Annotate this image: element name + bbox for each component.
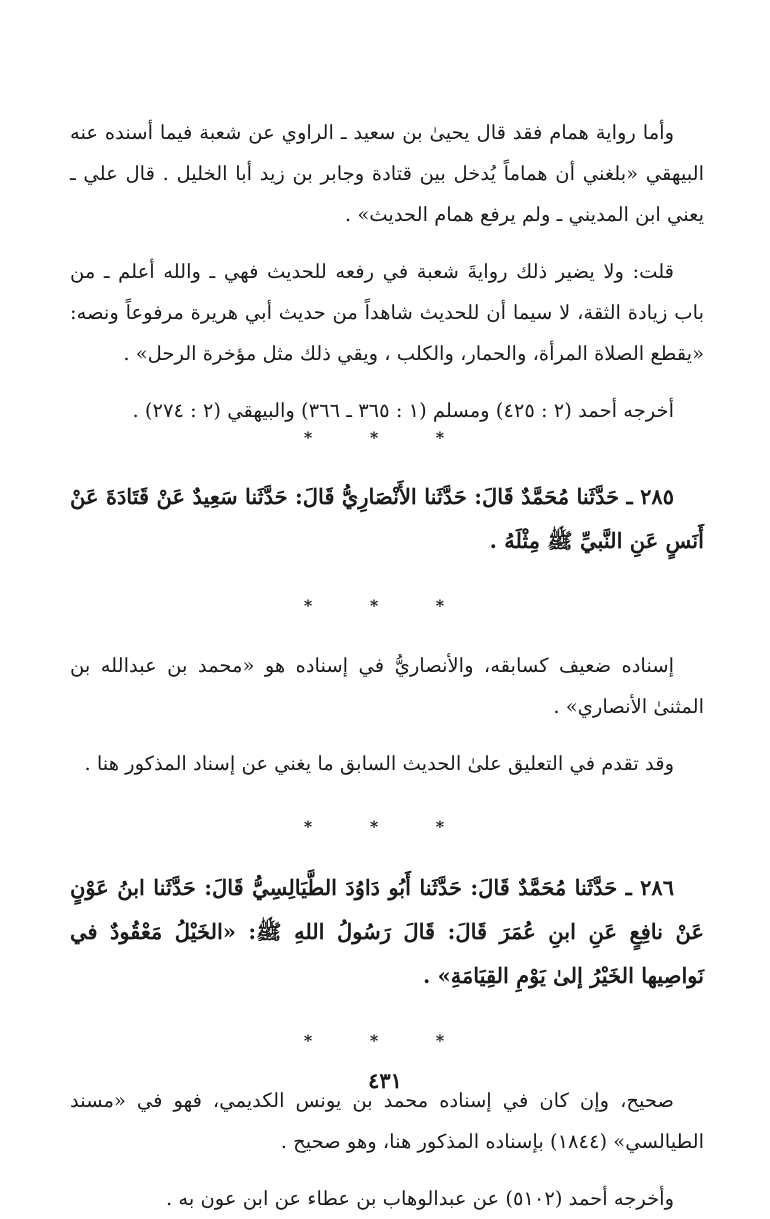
paragraph-previous-note: وقد تقدم في التعليق علىٰ الحديث السابق ما يغني عن إسناد المذكور هنا . [84, 752, 674, 775]
paragraph-commentary: قلت: ولا يضير ذلك روايةَ شعبة في رفعه للحديث فهي ـ والله أعلم ـ من باب زيادة الثقة، لا سيما أن للحديث شاهداً من حديث أبي هريرة مرفوعاً ونصه: «يقطع الصلاة المرأة، والحمار، والكلب ، ويقي ذلك مثل مؤخرة الرحل» . [70, 260, 704, 365]
hadith-285: ٢٨٥ ـ حَدَّثَنا مُحَمَّدٌ قَالَ: حَدَّثَنا الأَنْصَارِيُّ قَالَ: حَدَّثَنا سَعِيدٌ عَنْ قَتَادَةَ عَنْ أَنَسٍ عَنِ النَّبيِّ ﷺ مِثْلَهُ . [70, 484, 704, 553]
hadith-286: ٢٨٦ ـ حَدَّثَنا مُحَمَّدٌ قَالَ: حَدَّثَنا أَبُو دَاوُدَ الطَّيَالِسِيُّ قَالَ: حَدَّثَنا ابنُ عَوْنٍ عَنْ نافِعٍ عَنِ ابنِ عُمَرَ قَالَ: قَالَ رَسُولُ اللهِ ﷺ: «الخَيْلُ مَعْقُودٌ في نَواصِيها الخَيْرُ إلىٰ يَوْمِ القِيَامَةِ» . [70, 875, 704, 988]
paragraph-isnad-weak: إسناده ضعيف كسابقه، والأنصاريُّ في إسناده هو «محمد بن عبدالله بن المثنىٰ الأنصاري» . [70, 654, 704, 718]
paragraph-sahih: صحيح، وإن كان في إسناده محمد بن يونس الكديمي، فهو في «مسند الطيالسي» (١٨٤٤) بإسناده المذكور هنا، وهو صحيح . [70, 1089, 704, 1153]
separator-2: * * * [303, 596, 471, 615]
paragraph-hammam-narration: وأما رواية همام فقد قال يحيىٰ بن سعيد ـ الراوي عن شعبة فيما أسنده عنه البيهقي «بلغني أن هماماً يُدخل بين قتادة وجابر بن زيد أبا الخليل . قال علي ـ يعني ابن المديني ـ ولم يرفع همام الحديث» . [70, 121, 704, 226]
separator-3: * * * [303, 817, 471, 836]
paragraph-ahmad-takhrij: وأخرجه أحمد (٥١٠٢) عن عبدالوهاب بن عطاء عن ابن عون به . [166, 1187, 674, 1210]
paragraph-takhrij: أخرجه أحمد (٢ : ٤٢٥) ومسلم (١ : ٣٦٥ ـ ٣٦٦) والبيهقي (٢ : ٢٧٤) . [132, 399, 674, 422]
separator-1: * * * [303, 428, 471, 447]
page-number: ٤٣١ [368, 1068, 402, 1093]
separator-4: * * * [303, 1031, 471, 1050]
